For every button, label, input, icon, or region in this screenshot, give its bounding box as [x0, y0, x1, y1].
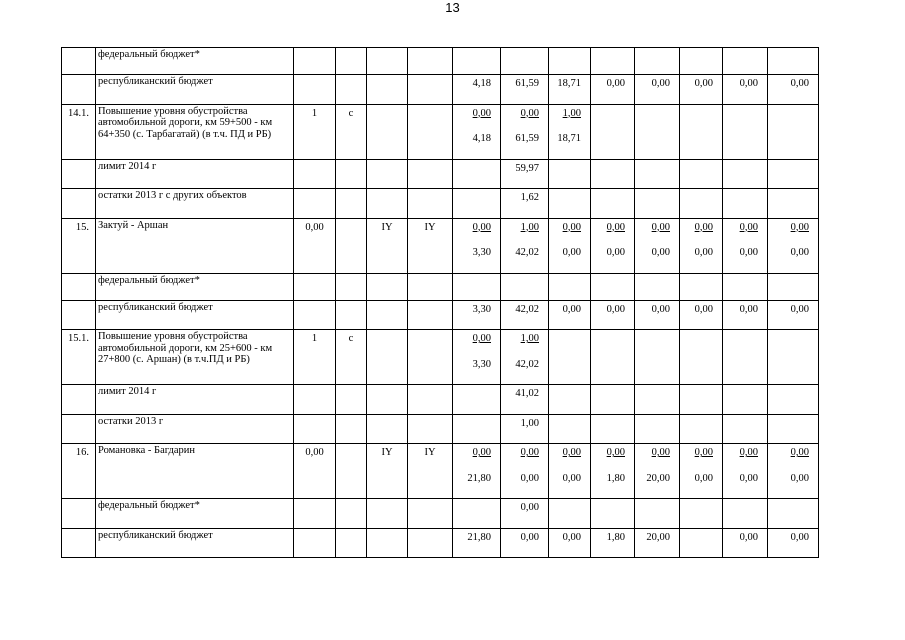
value-cell [680, 385, 723, 415]
table-row [62, 104, 819, 159]
value-cell [680, 414, 723, 444]
row-name: Романовка - Багдарин [96, 444, 294, 499]
param-cell-1 [294, 75, 336, 105]
value-cell [453, 499, 501, 529]
row-number [62, 414, 96, 444]
param-cell-1 [294, 385, 336, 415]
value-cell: 0,00 [635, 300, 680, 330]
table-row [62, 300, 819, 330]
value-cell [723, 48, 768, 75]
param-cell-3 [367, 159, 408, 189]
value-cell: 0,00 [723, 300, 768, 330]
value-cell: 0,00 [591, 300, 635, 330]
param-cell-3 [367, 48, 408, 75]
param-cell-4 [408, 330, 453, 385]
value-cell [635, 159, 680, 189]
page-number: 13 [445, 0, 460, 15]
table-row [62, 218, 819, 273]
param-cell-1 [294, 528, 336, 558]
value-cell [723, 159, 768, 189]
param-cell-1 [294, 48, 336, 75]
param-cell-2 [336, 159, 367, 189]
value-cell: 0,00 3,30 [453, 330, 501, 385]
value-cell: 0,00 0,00 [768, 218, 819, 273]
value-cell [549, 48, 591, 75]
value-cell [768, 159, 819, 189]
row-name: остатки 2013 г с других объектов [96, 189, 294, 219]
value-cell [453, 189, 501, 219]
value-cell [549, 499, 591, 529]
row-number [62, 528, 96, 558]
param-cell-4 [408, 273, 453, 300]
param-cell-2 [336, 218, 367, 273]
value-cell [768, 189, 819, 219]
value-cell [680, 189, 723, 219]
param-cell-3 [367, 414, 408, 444]
row-number [62, 385, 96, 415]
value-cell [453, 159, 501, 189]
param-cell-4 [408, 385, 453, 415]
row-number: 14.1. [62, 104, 96, 159]
value-cell [549, 385, 591, 415]
value-cell: 1,80 [591, 528, 635, 558]
value-cell: 0,00 [549, 300, 591, 330]
param-cell-4 [408, 159, 453, 189]
value-cell [768, 48, 819, 75]
value-cell [635, 48, 680, 75]
row-name: лимит 2014 г [96, 385, 294, 415]
param-cell-1 [294, 414, 336, 444]
value-cell [549, 159, 591, 189]
row-name: Зактуй - Аршан [96, 218, 294, 273]
value-cell: 0,00 0,00 [680, 444, 723, 499]
budget-table [61, 47, 819, 558]
value-cell: 1,00 18,71 [549, 104, 591, 159]
row-number [62, 300, 96, 330]
param-cell-2: с [336, 330, 367, 385]
value-cell [591, 330, 635, 385]
param-cell-1: 0,00 [294, 444, 336, 499]
value-cell: 0,00 0,00 [501, 444, 549, 499]
value-cell [723, 104, 768, 159]
row-name: остатки 2013 г [96, 414, 294, 444]
value-cell: 42,02 [501, 300, 549, 330]
value-cell: 1,62 [501, 189, 549, 219]
param-cell-3 [367, 528, 408, 558]
value-cell: 0,00 [501, 528, 549, 558]
value-cell: 0,00 0,00 [591, 218, 635, 273]
table-row [62, 189, 819, 219]
value-cell [591, 385, 635, 415]
row-number [62, 273, 96, 300]
value-cell [680, 528, 723, 558]
param-cell-3 [367, 330, 408, 385]
value-cell [723, 414, 768, 444]
value-cell: 0,00 1,80 [591, 444, 635, 499]
value-cell: 1,00 [501, 414, 549, 444]
value-cell [680, 330, 723, 385]
row-name: Повышение уровня обустройства автомобильной дороги, км 59+500 - км 64+350 (с. Тарбагатай) (в т.ч. ПД и РБ) [96, 104, 294, 159]
param-cell-4 [408, 300, 453, 330]
param-cell-3 [367, 75, 408, 105]
param-cell-1 [294, 300, 336, 330]
value-cell: 0,00 0,00 [768, 444, 819, 499]
value-cell: 0,00 61,59 [501, 104, 549, 159]
value-cell [549, 189, 591, 219]
value-cell: 0,00 0,00 [549, 444, 591, 499]
value-cell [723, 189, 768, 219]
value-cell [591, 273, 635, 300]
value-cell [591, 104, 635, 159]
param-cell-2 [336, 48, 367, 75]
value-cell: 0,00 [549, 528, 591, 558]
value-cell [635, 414, 680, 444]
param-cell-4 [408, 414, 453, 444]
value-cell: 0,00 0,00 [723, 444, 768, 499]
value-cell [680, 159, 723, 189]
row-name: республиканский бюджет [96, 528, 294, 558]
param-cell-2 [336, 300, 367, 330]
row-number [62, 189, 96, 219]
value-cell [680, 104, 723, 159]
param-cell-4: IY [408, 444, 453, 499]
param-cell-1 [294, 273, 336, 300]
value-cell [723, 385, 768, 415]
value-cell [768, 385, 819, 415]
param-cell-2 [336, 273, 367, 300]
value-cell: 1,00 42,02 [501, 218, 549, 273]
param-cell-2 [336, 189, 367, 219]
value-cell [635, 330, 680, 385]
value-cell: 59,97 [501, 159, 549, 189]
row-name: федеральный бюджет* [96, 273, 294, 300]
param-cell-3: IY [367, 218, 408, 273]
value-cell: 0,00 21,80 [453, 444, 501, 499]
value-cell: 0,00 [768, 528, 819, 558]
param-cell-2: с [336, 104, 367, 159]
table-row [62, 75, 819, 105]
param-cell-3 [367, 300, 408, 330]
row-number [62, 159, 96, 189]
param-cell-2 [336, 528, 367, 558]
value-cell [549, 414, 591, 444]
value-cell [453, 414, 501, 444]
value-cell [453, 385, 501, 415]
row-name: республиканский бюджет [96, 75, 294, 105]
value-cell [635, 189, 680, 219]
param-cell-1 [294, 499, 336, 529]
value-cell [453, 48, 501, 75]
value-cell [723, 330, 768, 385]
param-cell-1: 0,00 [294, 218, 336, 273]
value-cell: 0,00 [635, 75, 680, 105]
row-name: республиканский бюджет [96, 300, 294, 330]
value-cell [549, 273, 591, 300]
value-cell [680, 499, 723, 529]
value-cell [591, 48, 635, 75]
param-cell-1 [294, 189, 336, 219]
value-cell [549, 330, 591, 385]
table-row [62, 159, 819, 189]
row-name: федеральный бюджет* [96, 499, 294, 529]
param-cell-4 [408, 75, 453, 105]
value-cell [723, 499, 768, 529]
value-cell [591, 414, 635, 444]
row-number [62, 75, 96, 105]
value-cell [768, 499, 819, 529]
value-cell: 0,00 4,18 [453, 104, 501, 159]
value-cell: 21,80 [453, 528, 501, 558]
row-name: Повышение уровня обустройства автомобильной дороги, км 25+600 - км 27+800 (с. Аршан) (в т.ч.ПД и РБ) [96, 330, 294, 385]
value-cell: 0,00 0,00 [680, 218, 723, 273]
param-cell-2 [336, 75, 367, 105]
param-cell-4 [408, 189, 453, 219]
param-cell-3 [367, 499, 408, 529]
table-row [62, 385, 819, 415]
value-cell: 0,00 [768, 300, 819, 330]
value-cell [768, 330, 819, 385]
value-cell: 0,00 [680, 300, 723, 330]
value-cell: 0,00 0,00 [549, 218, 591, 273]
value-cell: 0,00 0,00 [635, 218, 680, 273]
table-row [62, 414, 819, 444]
value-cell: 0,00 3,30 [453, 218, 501, 273]
row-number: 16. [62, 444, 96, 499]
row-number: 15.1. [62, 330, 96, 385]
value-cell: 61,59 [501, 75, 549, 105]
value-cell: 0,00 [501, 499, 549, 529]
param-cell-4 [408, 104, 453, 159]
row-number: 15. [62, 218, 96, 273]
param-cell-3 [367, 273, 408, 300]
value-cell: 0,00 0,00 [723, 218, 768, 273]
table-row [62, 273, 819, 300]
value-cell [680, 48, 723, 75]
value-cell [453, 273, 501, 300]
row-number [62, 48, 96, 75]
value-cell: 20,00 [635, 528, 680, 558]
value-cell: 0,00 [723, 528, 768, 558]
value-cell [501, 48, 549, 75]
param-cell-4: IY [408, 218, 453, 273]
value-cell: 0,00 [723, 75, 768, 105]
param-cell-4 [408, 499, 453, 529]
param-cell-4 [408, 48, 453, 75]
value-cell: 3,30 [453, 300, 501, 330]
value-cell: 0,00 [680, 75, 723, 105]
param-cell-2 [336, 414, 367, 444]
row-name: федеральный бюджет* [96, 48, 294, 75]
param-cell-3: IY [367, 444, 408, 499]
table-row [62, 528, 819, 558]
value-cell [501, 273, 549, 300]
value-cell [680, 273, 723, 300]
param-cell-3 [367, 189, 408, 219]
value-cell [768, 104, 819, 159]
value-cell [635, 104, 680, 159]
row-number [62, 499, 96, 529]
value-cell [591, 499, 635, 529]
value-cell: 0,00 20,00 [635, 444, 680, 499]
table-row [62, 330, 819, 385]
param-cell-3 [367, 104, 408, 159]
param-cell-2 [336, 444, 367, 499]
param-cell-2 [336, 385, 367, 415]
value-cell [635, 385, 680, 415]
param-cell-2 [336, 499, 367, 529]
table-row [62, 48, 819, 75]
table-row [62, 444, 819, 499]
value-cell [768, 414, 819, 444]
value-cell [768, 273, 819, 300]
value-cell [723, 273, 768, 300]
value-cell: 4,18 [453, 75, 501, 105]
param-cell-4 [408, 528, 453, 558]
row-name: лимит 2014 г [96, 159, 294, 189]
value-cell [635, 273, 680, 300]
value-cell [635, 499, 680, 529]
param-cell-1 [294, 159, 336, 189]
value-cell: 1,00 42,02 [501, 330, 549, 385]
value-cell: 41,02 [501, 385, 549, 415]
value-cell [591, 159, 635, 189]
value-cell [591, 189, 635, 219]
param-cell-1: 1 [294, 104, 336, 159]
value-cell: 0,00 [768, 75, 819, 105]
value-cell: 18,71 [549, 75, 591, 105]
param-cell-3 [367, 385, 408, 415]
table-row [62, 499, 819, 529]
value-cell: 0,00 [591, 75, 635, 105]
param-cell-1: 1 [294, 330, 336, 385]
